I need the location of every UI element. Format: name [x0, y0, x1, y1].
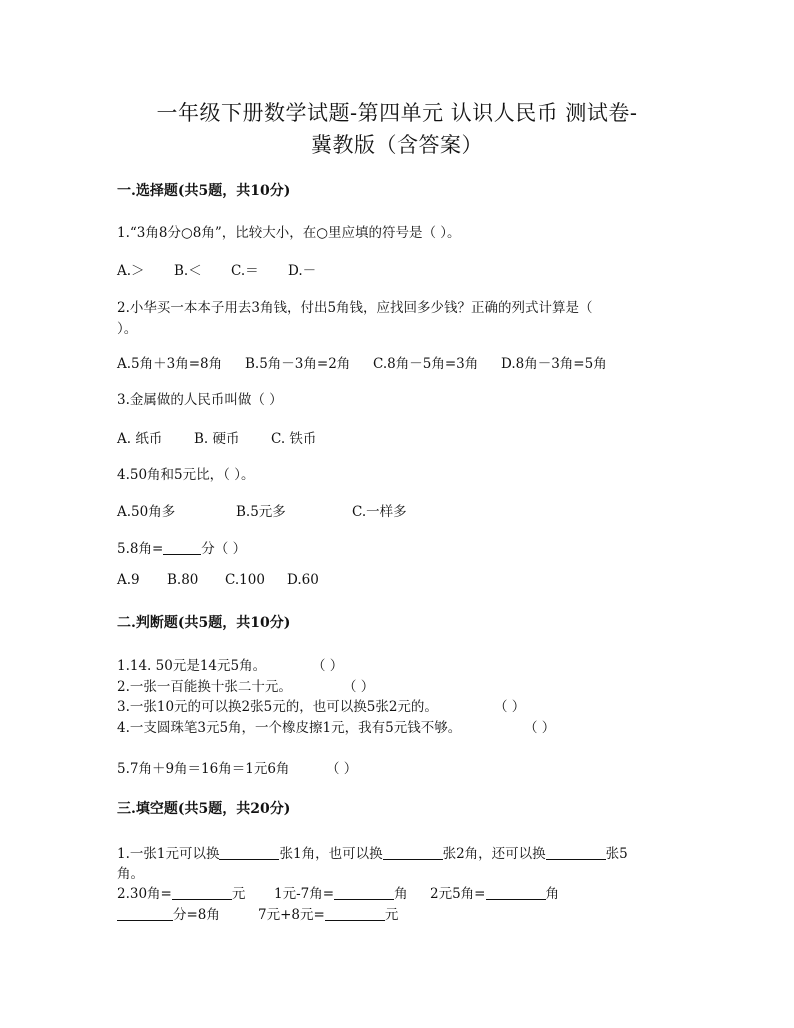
fill-unit: 元	[231, 886, 246, 902]
option-c: C. 铁币	[271, 431, 317, 447]
answer-blank[interactable]	[219, 845, 279, 860]
fill-text: 张1角，也可以换	[279, 846, 383, 862]
question-3: 3.金属做的人民币叫做（ ）	[117, 392, 283, 408]
judge-paren-2: （ ）	[343, 679, 375, 695]
page-title-line2: 冀教版（含答案）	[311, 133, 483, 157]
fill-question-2d	[117, 903, 220, 923]
judge-item-1: 1.14. 50元是14元5角。	[117, 658, 267, 674]
fill-unit: 分=8角	[173, 907, 220, 923]
fill-text: 1元-7角=	[274, 886, 335, 902]
fill-unit: 角	[545, 886, 559, 902]
answer-blank[interactable]	[172, 885, 232, 900]
judge-paren-1: （ ）	[312, 658, 344, 674]
fill-question-2b	[274, 882, 408, 902]
answer-blank[interactable]	[334, 885, 394, 900]
question-4: 4.50角和5元比，（ ）。	[117, 467, 255, 483]
judge-paren-5: （ ）	[326, 761, 358, 777]
answer-blank[interactable]	[163, 540, 201, 555]
section-heading-fill: 三.填空题(共5题，共20分)	[117, 801, 291, 817]
judge-item-5: 5.7角＋9角＝16角＝1元6角	[117, 761, 290, 777]
fill-text: 2.30角=	[117, 886, 172, 902]
fill-text: 1.一张1元可以换	[117, 846, 220, 862]
judge-item-4: 4.一支圆珠笔3元5角，一个橡皮擦1元，我有5元钱不够。	[117, 720, 462, 736]
question-5-prefix: 5.8角=	[117, 541, 164, 557]
fill-question-1	[117, 842, 628, 862]
fill-question-2e	[258, 903, 398, 923]
option-b: B. 硬币	[194, 431, 240, 447]
section-heading-judge: 二.判断题(共5题，共10分)	[117, 615, 291, 631]
fill-text: 2元5角=	[430, 886, 486, 902]
option-b: B.＜	[174, 263, 202, 279]
judge-item-2: 2.一张一百能换十张二十元。	[117, 679, 292, 695]
option-c: C.＝	[231, 263, 259, 279]
option-d: D.－	[288, 263, 317, 279]
fill-text: 张5	[605, 846, 628, 862]
question-5	[117, 537, 246, 557]
option-a: A.＞	[117, 263, 145, 279]
judge-paren-4: （ ）	[524, 720, 556, 736]
judge-paren-3: （ ）	[494, 699, 526, 715]
fill-question-2c	[430, 882, 559, 902]
option-d: D.8角－3角=5角	[501, 356, 607, 372]
option-d: D.60	[287, 572, 319, 588]
answer-blank[interactable]	[383, 845, 443, 860]
answer-blank[interactable]	[546, 845, 606, 860]
option-c: C.一样多	[352, 504, 407, 520]
option-c: C.8角－5角=3角	[373, 356, 479, 372]
fill-unit: 元	[384, 907, 399, 923]
option-a: A.9	[117, 572, 140, 588]
option-b: B.80	[167, 572, 199, 588]
option-b: B.5元多	[236, 504, 286, 520]
answer-blank[interactable]	[486, 885, 546, 900]
question-2-line2: ）。	[117, 321, 138, 337]
question-5-suffix: 分（ ）	[201, 541, 247, 557]
page-title-line1: 一年级下册数学试题-第四单元 认识人民币 测试卷-	[156, 101, 638, 125]
fill-question-1-line2: 角。	[117, 866, 144, 882]
option-a: A.50角多	[117, 504, 176, 520]
answer-blank[interactable]	[325, 906, 385, 921]
option-a: A. 纸币	[117, 431, 163, 447]
fill-text: 张2角，还可以换	[442, 846, 546, 862]
fill-unit: 角	[394, 886, 408, 902]
section-heading-choice: 一.选择题(共5题，共10分)	[117, 183, 291, 199]
fill-question-2	[117, 882, 245, 902]
fill-text: 7元+8元=	[258, 907, 325, 923]
judge-item-3: 3.一张10元的可以换2张5元的，也可以换5张2元的。	[117, 699, 438, 715]
option-a: A.5角＋3角=8角	[117, 356, 223, 372]
answer-blank[interactable]	[117, 906, 173, 921]
question-2-line1: 2.小华买一本本子用去3角钱，付出5角钱，应找回多少钱？正确的列式计算是（	[117, 300, 593, 316]
option-c: C.100	[225, 572, 265, 588]
option-b: B.5角－3角=2角	[245, 356, 351, 372]
question-1: 1.“3角8分○8角”，比较大小，在○里应填的符号是（ ）。	[117, 225, 461, 241]
